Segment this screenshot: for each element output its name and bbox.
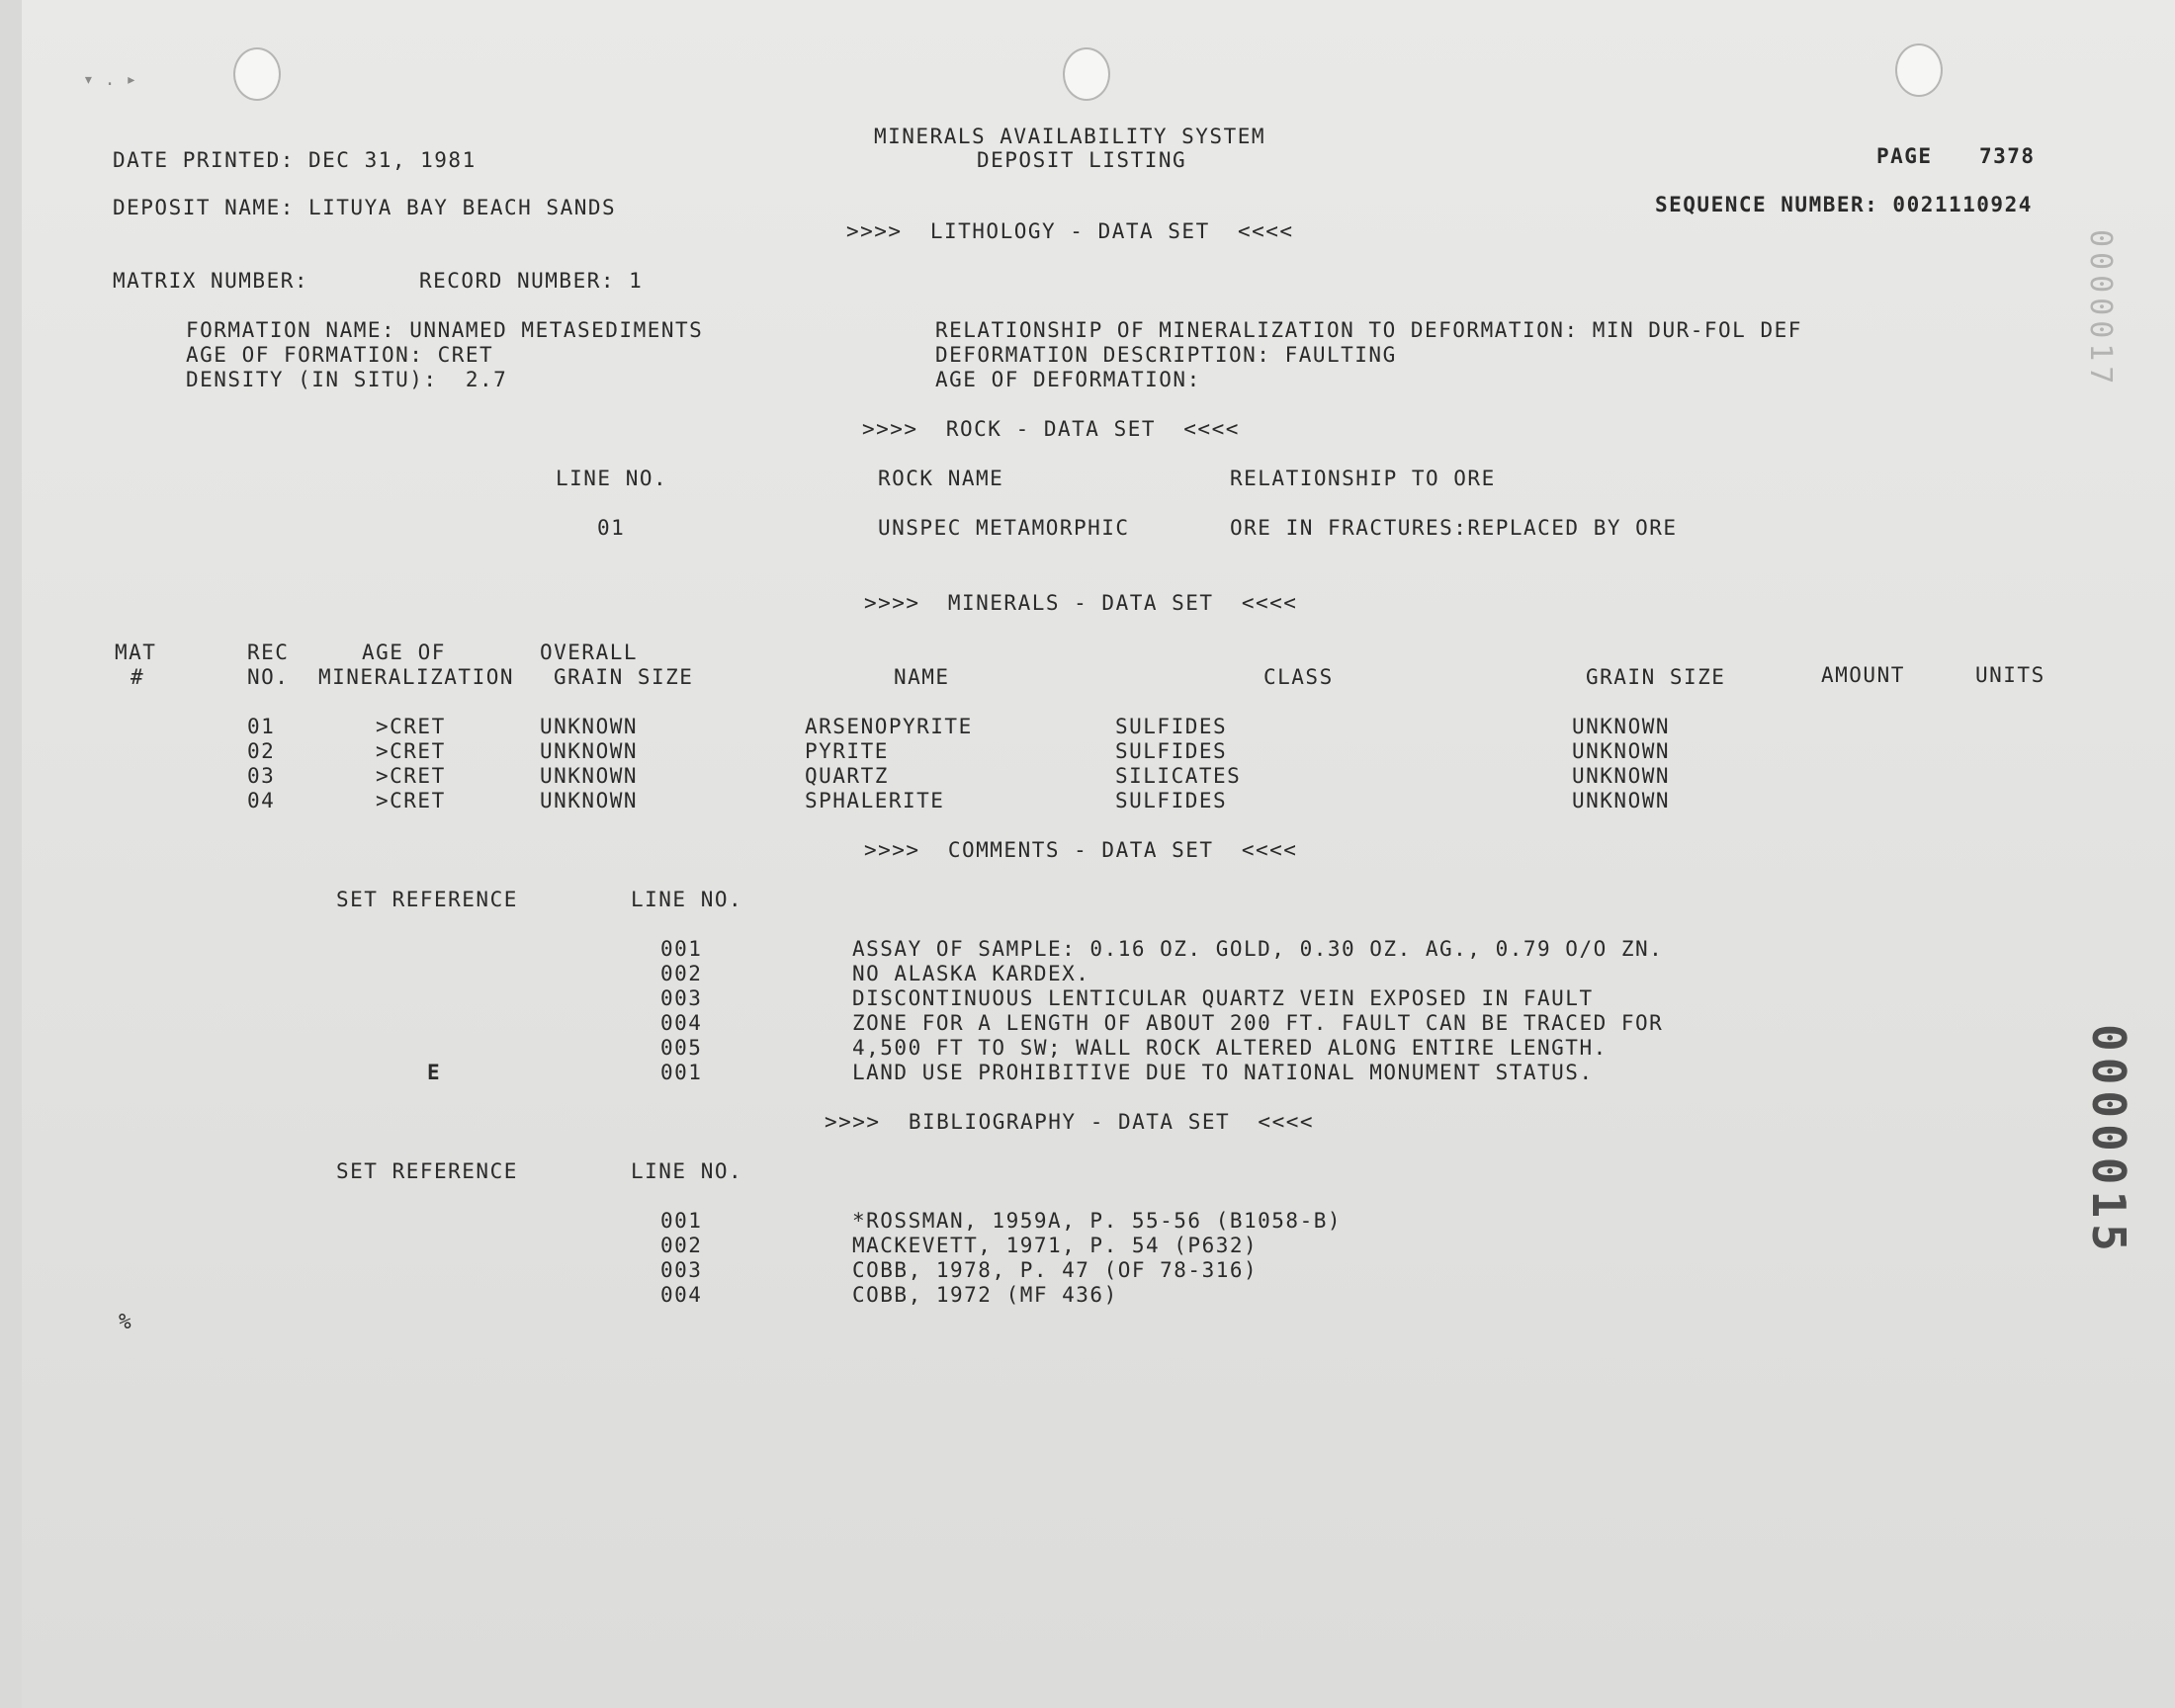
- comments-section-title: >>>> COMMENTS - DATA SET <<<<: [864, 838, 1298, 862]
- mineral-class: SILICATES: [1115, 764, 1242, 788]
- mineral-class: SULFIDES: [1115, 789, 1228, 812]
- rock-header-line-no: LINE NO.: [556, 467, 668, 490]
- mineral-grain-size: UNKNOWN: [1572, 764, 1671, 788]
- ink-smudge: ▾ . ▸: [83, 69, 137, 90]
- bibliography-section-title: >>>> BIBLIOGRAPHY - DATA SET <<<<: [825, 1110, 1315, 1134]
- comment-line-no: 005: [660, 1036, 703, 1060]
- minerals-header-rec-no: NO.: [247, 665, 290, 689]
- rock-row-line-no: 01: [597, 516, 626, 540]
- bibliography-text: COBB, 1972 (MF 436): [852, 1283, 1118, 1307]
- rock-row-relationship: ORE IN FRACTURES:REPLACED BY ORE: [1230, 516, 1678, 540]
- mineral-overall-grain: UNKNOWN: [540, 789, 639, 812]
- lithology-section-title: >>>> LITHOLOGY - DATA SET <<<<: [846, 219, 1294, 243]
- page-label: PAGE: [1876, 144, 1933, 168]
- mineral-age: >CRET: [376, 739, 446, 763]
- bibliography-header-line-no: LINE NO.: [631, 1159, 743, 1183]
- age-of-formation: AGE OF FORMATION: CRET: [186, 343, 494, 367]
- faint-stamp-number: 0000017: [2083, 229, 2118, 389]
- comment-text: DISCONTINUOUS LENTICULAR QUARTZ VEIN EXPOSED IN FAULT: [852, 986, 1594, 1010]
- mineral-name: SPHALERITE: [805, 789, 945, 812]
- bibliography-text: *ROSSMAN, 1959A, P. 55-56 (B1058-B): [852, 1209, 1343, 1233]
- system-title: MINERALS AVAILABILITY SYSTEM: [874, 125, 1266, 148]
- formation-name: FORMATION NAME: UNNAMED METASEDIMENTS: [186, 318, 704, 342]
- relationship-to-deformation: RELATIONSHIP OF MINERALIZATION TO DEFORMATION: MIN DUR-FOL DEF: [935, 318, 1802, 342]
- mineral-age: >CRET: [376, 789, 446, 812]
- deformation-description: DEFORMATION DESCRIPTION: FAULTING: [935, 343, 1397, 367]
- mineral-rec: 01: [247, 715, 276, 738]
- punch-hole-right: [1895, 43, 1943, 97]
- minerals-header-age: AGE OF: [362, 640, 446, 664]
- comment-line-no: 003: [660, 986, 703, 1010]
- mineral-overall-grain: UNKNOWN: [540, 764, 639, 788]
- bibliography-text: COBB, 1978, P. 47 (OF 78-316): [852, 1258, 1259, 1282]
- mineral-rec: 03: [247, 764, 276, 788]
- page-edge: [0, 0, 22, 1708]
- end-of-listing-mark: %: [119, 1310, 133, 1333]
- age-of-deformation: AGE OF DEFORMATION:: [935, 368, 1201, 391]
- comment-text: ZONE FOR A LENGTH OF ABOUT 200 FT. FAULT CAN BE TRACED FOR: [852, 1011, 1664, 1035]
- minerals-header-rec: REC: [247, 640, 290, 664]
- punch-hole-left: [233, 47, 281, 101]
- minerals-header-overall-grain: GRAIN SIZE: [554, 665, 694, 689]
- mineral-grain-size: UNKNOWN: [1572, 715, 1671, 738]
- sequence-number: SEQUENCE NUMBER: 0021110924: [1655, 193, 2033, 216]
- minerals-header-overall: OVERALL: [540, 640, 639, 664]
- density: DENSITY (IN SITU): 2.7: [186, 368, 508, 391]
- comment-text: ASSAY OF SAMPLE: 0.16 OZ. GOLD, 0.30 OZ. AG., 0.79 O/O ZN.: [852, 937, 1664, 961]
- rock-row-rock-name: UNSPEC METAMORPHIC: [878, 516, 1130, 540]
- mineral-rec: 02: [247, 739, 276, 763]
- mineral-class: SULFIDES: [1115, 715, 1228, 738]
- punch-hole-center: [1063, 47, 1110, 101]
- rock-header-rock-name: ROCK NAME: [878, 467, 1004, 490]
- minerals-header-amount: AMOUNT: [1821, 663, 1905, 687]
- mineral-age: >CRET: [376, 764, 446, 788]
- minerals-header-mat-hash: #: [130, 665, 145, 689]
- rock-section-title: >>>> ROCK - DATA SET <<<<: [862, 417, 1240, 441]
- minerals-header-mat: MAT: [115, 640, 157, 664]
- minerals-header-units: UNITS: [1975, 663, 2045, 687]
- mineral-age: >CRET: [376, 715, 446, 738]
- rock-header-relationship: RELATIONSHIP TO ORE: [1230, 467, 1496, 490]
- bibliography-header-set-reference: SET REFERENCE: [336, 1159, 518, 1183]
- bibliography-line-no: 004: [660, 1283, 703, 1307]
- deposit-name: DEPOSIT NAME: LITUYA BAY BEACH SANDS: [113, 196, 617, 219]
- minerals-section-title: >>>> MINERALS - DATA SET <<<<: [864, 591, 1298, 615]
- listing-title: DEPOSIT LISTING: [977, 148, 1187, 172]
- minerals-header-mineralization: MINERALIZATION: [318, 665, 515, 689]
- mineral-name: QUARTZ: [805, 764, 889, 788]
- record-number: RECORD NUMBER: 1: [419, 269, 644, 293]
- bibliography-text: MACKEVETT, 1971, P. 54 (P632): [852, 1234, 1259, 1257]
- comment-line-no: 002: [660, 962, 703, 985]
- matrix-number: MATRIX NUMBER:: [113, 269, 309, 293]
- comment-text: NO ALASKA KARDEX.: [852, 962, 1090, 985]
- comment-text: 4,500 FT TO SW; WALL ROCK ALTERED ALONG ENTIRE LENGTH.: [852, 1036, 1608, 1060]
- bibliography-line-no: 003: [660, 1258, 703, 1282]
- mineral-name: PYRITE: [805, 739, 889, 763]
- mineral-class: SULFIDES: [1115, 739, 1228, 763]
- comment-set-reference: E: [427, 1061, 442, 1084]
- mineral-rec: 04: [247, 789, 276, 812]
- comment-line-no: 004: [660, 1011, 703, 1035]
- page-number: 7378: [1979, 144, 2036, 168]
- comment-text: LAND USE PROHIBITIVE DUE TO NATIONAL MONUMENT STATUS.: [852, 1061, 1594, 1084]
- comment-line-no: 001: [660, 937, 703, 961]
- minerals-header-name: NAME: [894, 665, 950, 689]
- mineral-overall-grain: UNKNOWN: [540, 739, 639, 763]
- minerals-header-class: CLASS: [1263, 665, 1334, 689]
- bibliography-line-no: 001: [660, 1209, 703, 1233]
- date-printed: DATE PRINTED: DEC 31, 1981: [113, 148, 477, 172]
- minerals-header-grain-size: GRAIN SIZE: [1586, 665, 1726, 689]
- comment-line-no: 001: [660, 1061, 703, 1084]
- mineral-overall-grain: UNKNOWN: [540, 715, 639, 738]
- comments-header-set-reference: SET REFERENCE: [336, 888, 518, 911]
- stamp-number: 0000015: [2082, 1024, 2135, 1257]
- mineral-grain-size: UNKNOWN: [1572, 739, 1671, 763]
- mineral-grain-size: UNKNOWN: [1572, 789, 1671, 812]
- bibliography-line-no: 002: [660, 1234, 703, 1257]
- mineral-name: ARSENOPYRITE: [805, 715, 973, 738]
- comments-header-line-no: LINE NO.: [631, 888, 743, 911]
